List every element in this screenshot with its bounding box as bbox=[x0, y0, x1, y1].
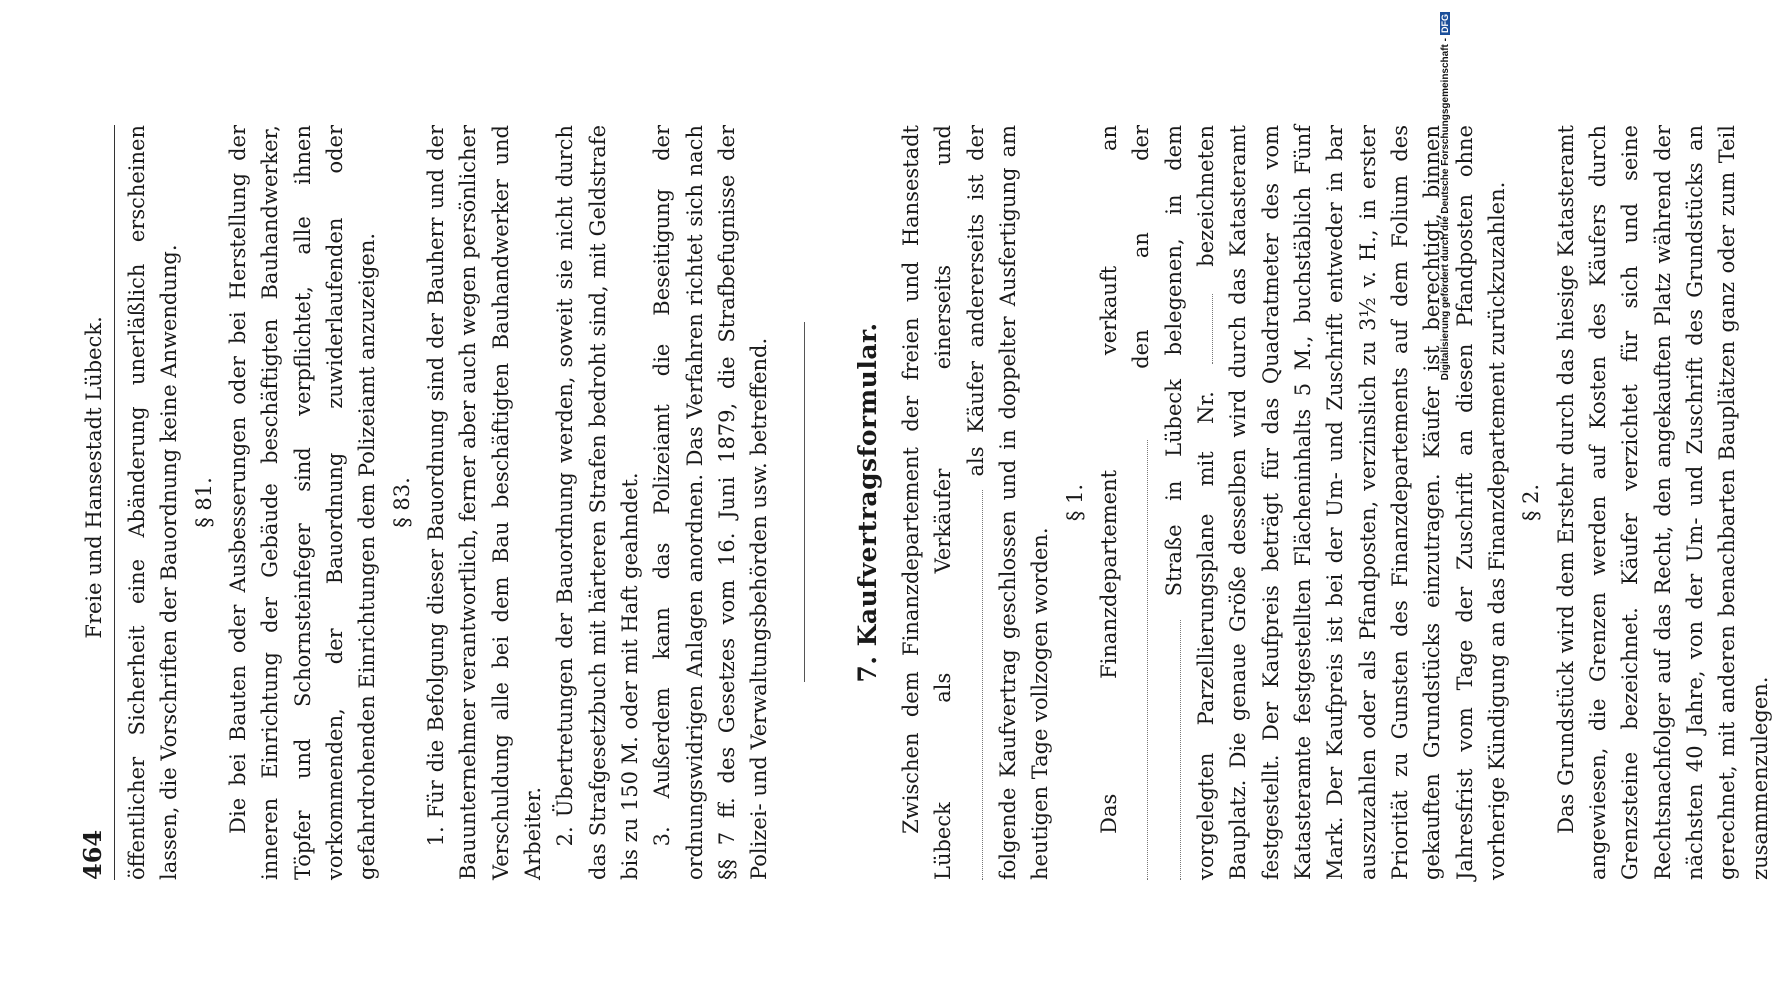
section-heading-81: § 81. bbox=[191, 477, 216, 528]
s1-line-d: bezeichneten Bauplatz. Die genaue Größe desselben wird durch das Katasteramt festgestellt. Der Kaufpreis beträgt für das Quadratmeter des vom Katasteramte festgestellten Flächeninhalts 5 M., buchstäblich Fünf Mark. Der Kaufpreis ist bei der Um- und Zuschrift entweder in bar auszuzahlen oder als Pfandposten, verzinslich zu 3½ v. H., in erster Priorität zu Gunsten des Finanzdepartements auf dem Folium des gekauften Grundstücks einzutragen. Käufer ist berechtigt, binnen Jahresfrist vom Tage der Zuschrift an diesen Pfandposten ohne vorherige Kündigung an das Finanzdepartement zurückzuzahlen. bbox=[1193, 125, 1509, 880]
s1-line-a: Das Finanzdepartement verkauft an bbox=[1096, 125, 1121, 834]
running-head: Freie und Hansestadt Lübeck. bbox=[82, 316, 106, 639]
document-page bbox=[75, 125, 1776, 880]
contract-intro-b: als Käufer andererseits ist der folgende Kaufvertrag geschlossen und in doppelter Ausfertigung am heutigen Tage vollzogen worden. bbox=[963, 125, 1053, 880]
section-number: 7. bbox=[852, 655, 882, 683]
blank-line bbox=[1126, 440, 1148, 880]
paragraph-83-item-3: 3. Außerdem kann das Polizeiamt die Beseitigung der ordnungswidrigen Anlagen anordnen. Das Verfahren richtet sich nach §§ 7 ff. des Gesetzes vom 16. Juni 1879, die Strafbefugnisse der Polizei- und Verwaltungsbehörden usw. betreffend. bbox=[650, 125, 772, 880]
section-divider bbox=[804, 323, 805, 683]
blank-line bbox=[961, 490, 983, 880]
paragraph-81: Die bei Bauten oder Ausbesserungen oder bei Herstellung der inneren Einrichtung der Gebäude beschäftigten Bauhandwerker, Töpfer und Schornsteinfeger sind verpflichtet, alle ihnen vorkommenden, der Bauordnung zuwiderlaufenden oder gefahrdrohenden Einrichtungen dem Polizeiamt anzuzeigen. bbox=[225, 125, 380, 880]
blank-line bbox=[1159, 620, 1181, 880]
dfg-credit-label: Digitalisierung gefördert durch die Deutsche Forschungsgemeinschaft - bbox=[1440, 38, 1451, 381]
dfg-credit bbox=[1440, 12, 1454, 432]
s1-line-c: Straße in Lübeck belegenen, in dem vorgelegten Parzellierungsplane mit Nr. bbox=[1161, 125, 1218, 880]
section-heading-2: § 2. bbox=[1519, 483, 1544, 522]
dfg-logo: DFG bbox=[1440, 14, 1450, 33]
section-heading-1: § 1. bbox=[1062, 483, 1087, 522]
s1-line-b: den an der bbox=[1129, 125, 1154, 369]
paragraph-83-item-1: 1. Für die Befolgung dieser Bauordnung sind der Bauherr und der Bauunternehmer verantwortlich, ferner aber auch wegen persönlicher Verschuldung alle bei dem Bau beschäftigten Bauhandwerker und Arbeiter. bbox=[423, 125, 545, 880]
paragraph-intro: öffentlicher Sicherheit eine Abänderung unerläßlich erscheinen lassen, die Vorschriften der Bauordnung keine Anwendung. bbox=[124, 125, 182, 880]
paragraph-83-item-2: 2. Übertretungen der Bauordnung werden, soweit sie nicht durch das Strafgesetzbuch mit härteren Strafen bedroht sind, mit Geldstrafe bis zu 150 M. oder mit Haft geahndet. bbox=[553, 125, 642, 880]
section-title bbox=[849, 125, 888, 880]
dfg-credit-text bbox=[1440, 12, 1454, 432]
page-number: 464 bbox=[78, 829, 107, 880]
contract-intro-a: Zwischen dem Finanzdepartement der freien und Hansestadt Lübeck als Verkäufer einerseits und bbox=[899, 125, 956, 880]
contract-intro bbox=[895, 125, 1057, 880]
section-heading-83: § 83. bbox=[389, 477, 414, 528]
blank-line bbox=[1191, 294, 1213, 364]
page-header bbox=[75, 125, 115, 880]
contract-section-2: Das Grundstück wird dem Erstehr durch das hiesige Katasteramt angewiesen, die Grenzen werden auf Kosten des Käufers durch Grenzsteine bezeichnet. Käufer verzichtet für sich und seine Rechtsnachfolger auf das Recht, den angekauften Platz während der nächsten 40 Jahre, von der Um- und Zuschrift des Grundstücks an gerechnet, mit anderen benachbarten Bauplätzen ganz oder zum Teil zusammenzulegen. bbox=[1553, 125, 1772, 880]
section-title-text: Kaufvertragsformular. bbox=[852, 322, 882, 647]
